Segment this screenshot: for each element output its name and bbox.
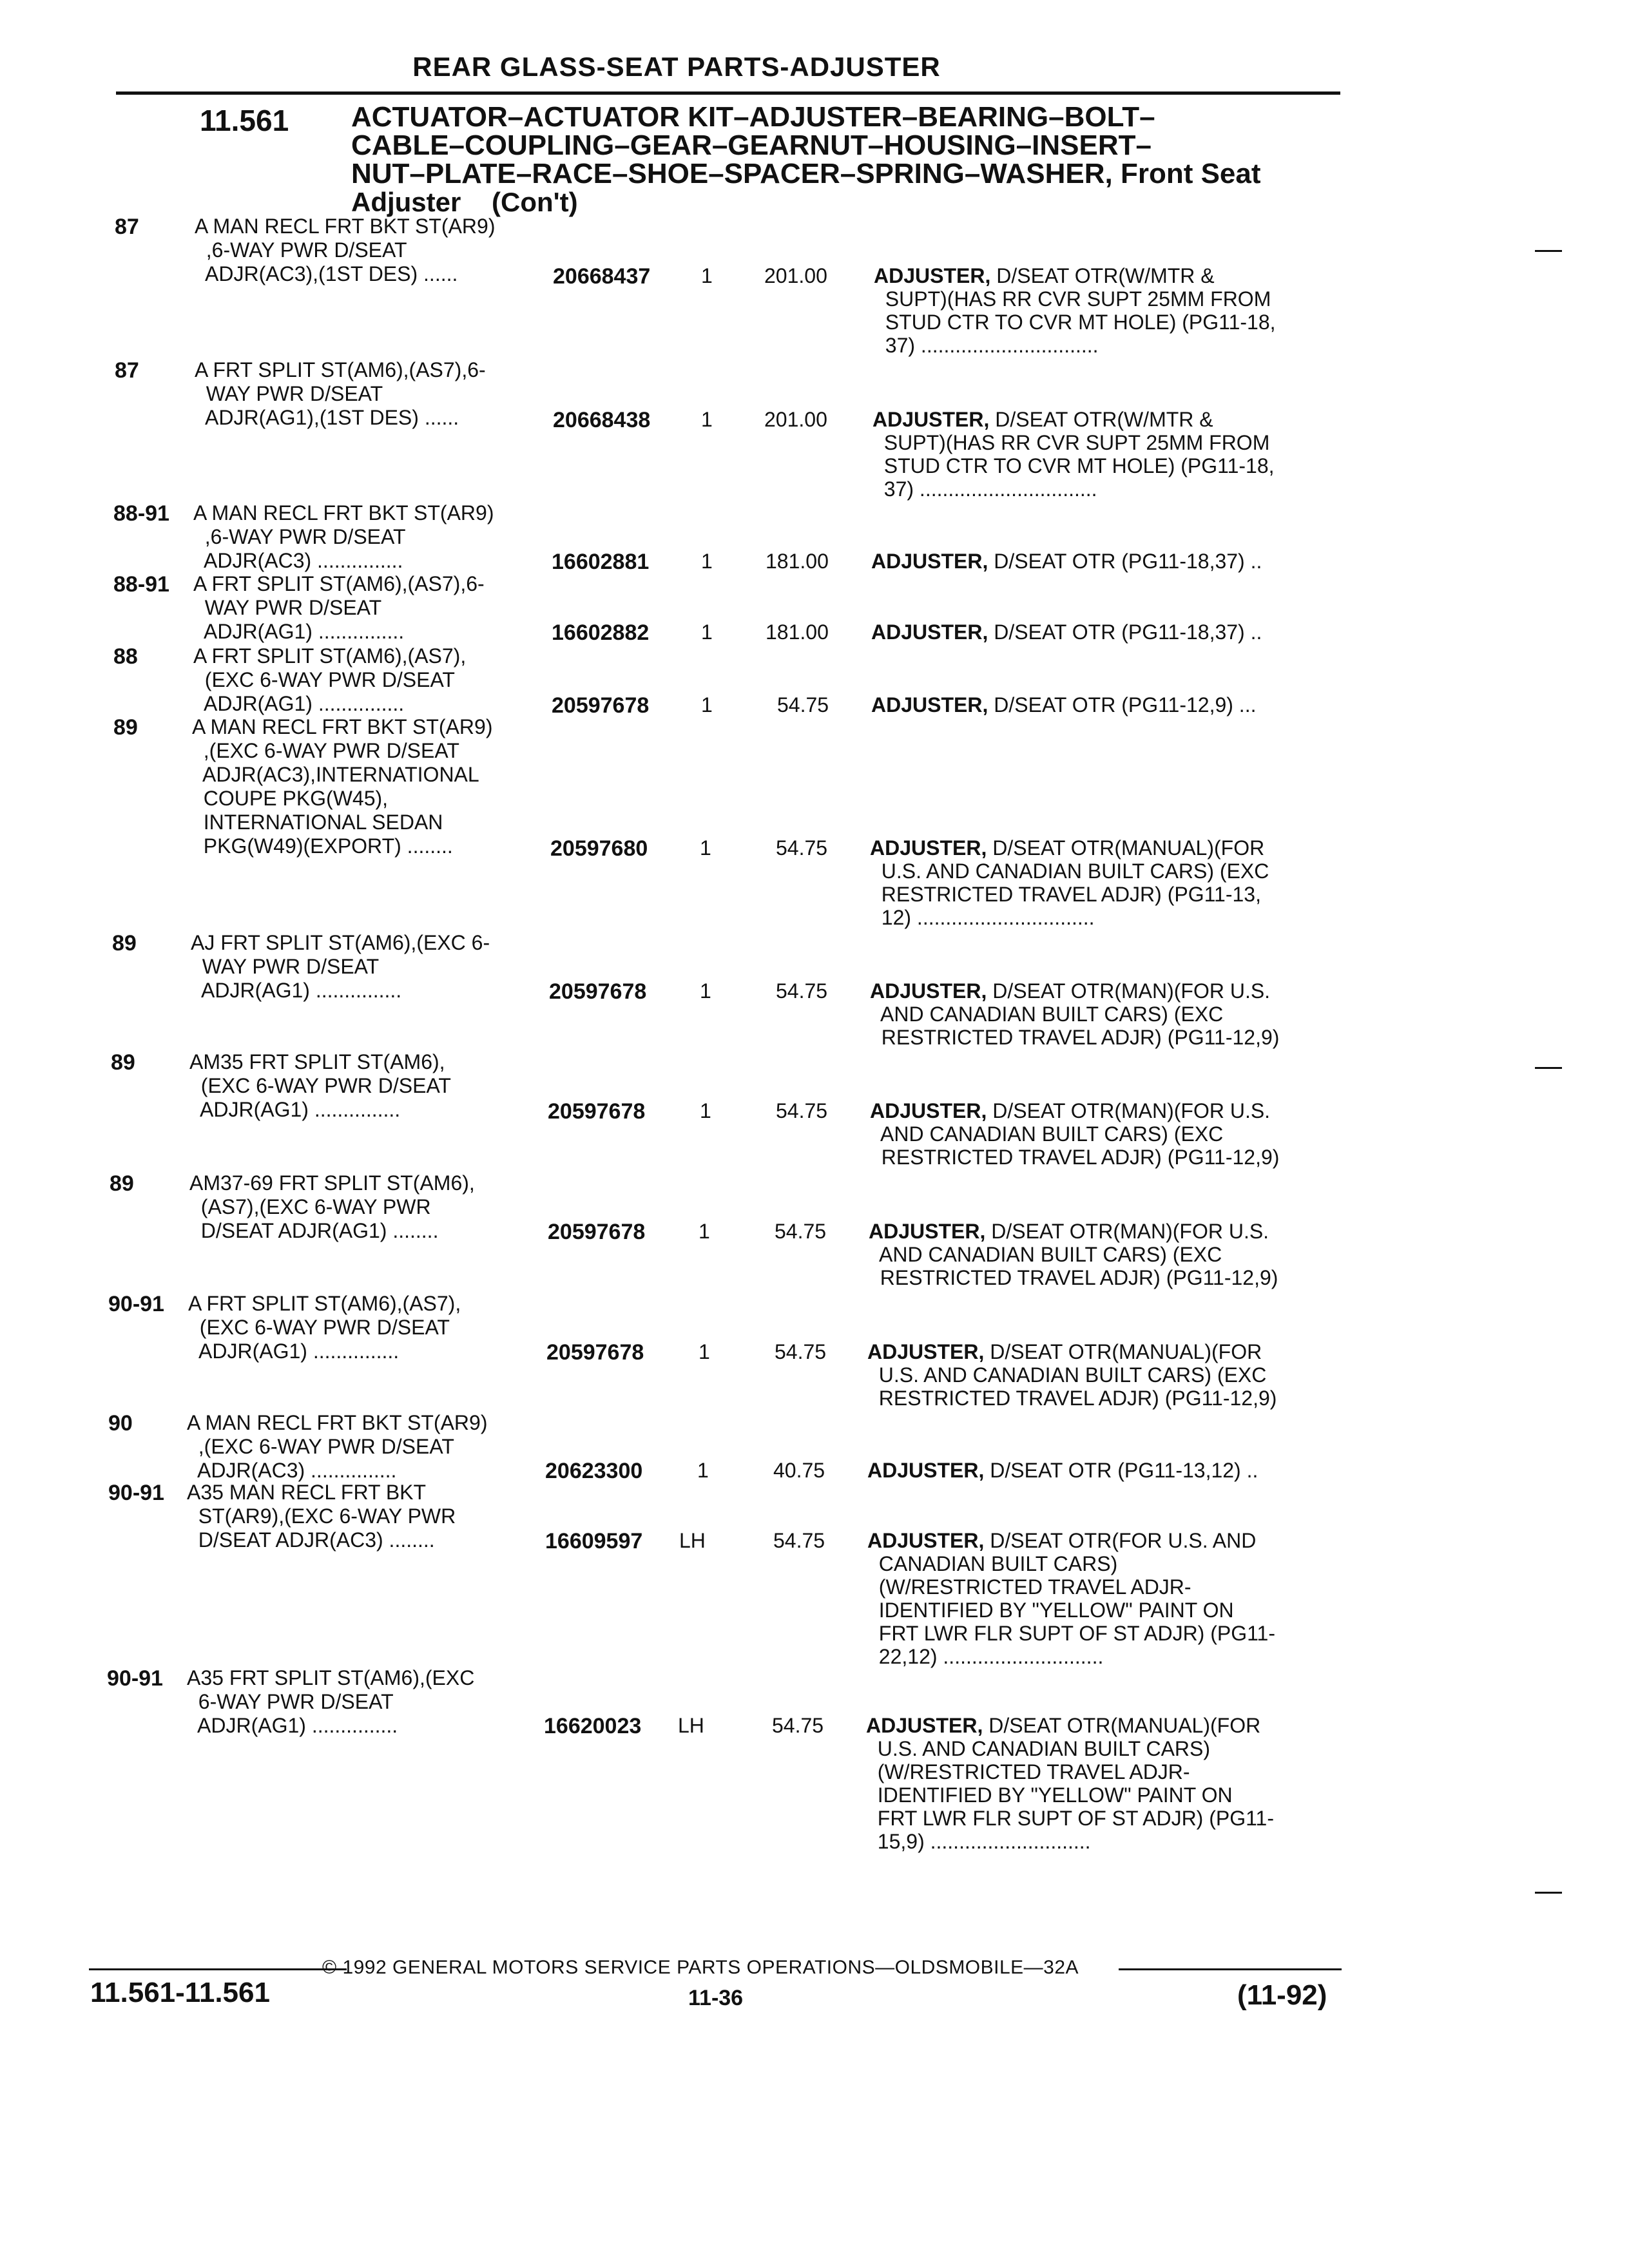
entry-price: 54.75 — [777, 693, 829, 716]
entry-part-description — [870, 979, 1279, 1049]
footer-date: (11-92) — [1237, 1979, 1327, 2011]
part-name: ADJUSTER, — [874, 264, 991, 287]
entry-quantity: 1 — [701, 693, 713, 716]
entry-code: 87 — [115, 215, 139, 239]
entry-price: 54.75 — [772, 1714, 824, 1737]
entry-quantity: 1 — [700, 979, 711, 1003]
entry-description: A MAN RECL FRT BKT ST(AR9) ,6-WAY PWR D/SEAT ADJR(AC3),(1ST DES) ...... — [195, 215, 496, 285]
section-title-line — [351, 188, 1318, 216]
entry-description: A MAN RECL FRT BKT ST(AR9) ,6-WAY PWR D/SEAT ADJR(AC3) ............... — [193, 501, 494, 572]
footer-page-number: 11-36 — [688, 1986, 744, 2010]
entry-quantity: LH — [679, 1529, 706, 1552]
entry-quantity: 1 — [701, 264, 713, 287]
entry-part-description — [870, 836, 1269, 929]
part-detail: D/SEAT OTR(FOR U.S. AND CANADIAN BUILT CARS) (W/RESTRICTED TRAVEL ADJR- IDENTIFIED BY "YELLOW" PAINT ON FRT LWR FLR SUPT OF ST ADJR) (PG11- 22,12) ............................ — [878, 1529, 1275, 1668]
entry-quantity: 1 — [699, 1340, 710, 1363]
entry-code: 90-91 — [107, 1666, 163, 1691]
entry-part-number: 16602881 — [552, 550, 650, 574]
entry-part-description — [871, 693, 1256, 716]
part-name: ADJUSTER, — [872, 408, 990, 431]
entry-code: 89 — [112, 931, 137, 956]
part-name: ADJUSTER, — [870, 1099, 987, 1122]
entry-code: 89 — [113, 715, 138, 740]
entry-code: 90-91 — [108, 1481, 164, 1505]
section-title-line: ACTUATOR–ACTUATOR KIT–ADJUSTER–BEARING–BOLT– — [351, 101, 1155, 133]
entry-code: 88-91 — [113, 572, 169, 597]
part-name: ADJUSTER, — [867, 1529, 985, 1552]
part-name: ADJUSTER, — [867, 1340, 985, 1363]
entry-quantity: LH — [678, 1714, 704, 1737]
part-detail: D/SEAT OTR(MANUAL)(FOR U.S. AND CANADIAN BUILT CARS) (EXC RESTRICTED TRAVEL ADJR) (PG11-13, 12) ............................... — [881, 836, 1269, 929]
part-detail: D/SEAT OTR(MAN)(FOR U.S. AND CANADIAN BUILT CARS) (EXC RESTRICTED TRAVEL ADJR) (PG11-12,9) — [879, 1220, 1278, 1289]
footer-rule-right — [1119, 1968, 1342, 1970]
entry-part-number: 20597678 — [549, 979, 647, 1004]
entry-code: 89 — [110, 1171, 134, 1196]
part-name: ADJUSTER, — [866, 1714, 983, 1737]
entry-description: A MAN RECL FRT BKT ST(AR9) ,(EXC 6-WAY PWR D/SEAT ADJR(AC3),INTERNATIONAL COUPE PKG(W45), INTERNATIONAL SEDAN PKG(W49)(EXPORT) ........ — [192, 715, 493, 858]
margin-mark — [1535, 1892, 1562, 1894]
entry-part-number: 20623300 — [545, 1459, 643, 1483]
entry-quantity: 1 — [701, 550, 713, 573]
entry-part-description — [871, 620, 1262, 644]
entry-code: 90-91 — [108, 1292, 164, 1316]
entry-part-number: 16602882 — [552, 620, 650, 645]
footer-rule-left — [89, 1968, 347, 1970]
entry-price: 201.00 — [764, 264, 827, 287]
part-detail: D/SEAT OTR(MAN)(FOR U.S. AND CANADIAN BUILT CARS) (EXC RESTRICTED TRAVEL ADJR) (PG11-12,9) — [880, 979, 1280, 1049]
entry-part-description — [866, 1714, 1274, 1853]
part-name: ADJUSTER, — [871, 693, 988, 716]
entry-code: 88-91 — [113, 501, 169, 526]
entry-description: A FRT SPLIT ST(AM6),(AS7),6- WAY PWR D/SEAT ADJR(AG1) ............... — [193, 572, 485, 643]
entry-description: AM35 FRT SPLIT ST(AM6), (EXC 6-WAY PWR D/SEAT ADJR(AG1) ............... — [189, 1050, 451, 1121]
part-name: ADJUSTER, — [867, 1459, 985, 1482]
part-detail: D/SEAT OTR(W/MTR & SUPT)(HAS RR CVR SUPT 25MM FROM STUD CTR TO CVR MT HOLE) (PG11-18, 37) ............................... — [885, 264, 1276, 357]
entry-price: 181.00 — [766, 620, 829, 644]
part-detail: D/SEAT OTR (PG11-13,12) .. — [984, 1459, 1258, 1482]
part-detail: D/SEAT OTR (PG11-12,9) ... — [988, 693, 1257, 716]
entry-price: 54.75 — [776, 1099, 828, 1122]
entry-price: 201.00 — [764, 408, 827, 431]
entry-part-description — [871, 550, 1262, 573]
entry-part-number: 20597678 — [548, 1220, 646, 1244]
entry-quantity: 1 — [700, 836, 711, 860]
entry-code: 89 — [111, 1050, 135, 1075]
entry-price: 40.75 — [773, 1459, 825, 1482]
entry-part-description — [874, 264, 1276, 357]
entry-price: 181.00 — [766, 550, 829, 573]
part-detail: D/SEAT OTR (PG11-18,37) .. — [988, 550, 1262, 573]
part-detail: D/SEAT OTR(MAN)(FOR U.S. AND CANADIAN BUILT CARS) (EXC RESTRICTED TRAVEL ADJR) (PG11-12,9) — [880, 1099, 1280, 1169]
entry-part-number: 20597678 — [548, 1099, 646, 1124]
entry-price: 54.75 — [776, 836, 828, 860]
entry-part-description — [867, 1340, 1277, 1410]
entry-part-number: 16609597 — [545, 1529, 643, 1553]
section-title-line: NUT–PLATE–RACE–SHOE–SPACER–SPRING–WASHER, Front Seat — [351, 158, 1261, 189]
entry-price: 54.75 — [776, 979, 828, 1003]
footer-section-range: 11.561-11.561 — [90, 1977, 270, 2008]
entry-price: 54.75 — [773, 1529, 825, 1552]
section-title — [351, 103, 1318, 216]
entry-quantity: 1 — [697, 1459, 709, 1482]
part-name: ADJUSTER, — [871, 550, 988, 573]
entry-description: A35 FRT SPLIT ST(AM6),(EXC 6-WAY PWR D/SEAT ADJR(AG1) ............... — [187, 1666, 475, 1737]
section-number: 11.561 — [200, 104, 289, 137]
part-detail: D/SEAT OTR(MANUAL)(FOR U.S. AND CANADIAN BUILT CARS) (W/RESTRICTED TRAVEL ADJR- IDENTIFIED BY "YELLOW" PAINT ON FRT LWR FLR SUPT OF ST ADJR) (PG11- 15,9) ............................ — [877, 1714, 1274, 1853]
header-rule — [116, 91, 1340, 95]
entry-part-description — [867, 1459, 1258, 1482]
entry-code: 87 — [115, 358, 139, 383]
entry-code: 90 — [108, 1411, 133, 1436]
entry-description: A FRT SPLIT ST(AM6),(AS7), (EXC 6-WAY PWR D/SEAT ADJR(AG1) ............... — [193, 644, 467, 715]
entry-description: A FRT SPLIT ST(AM6),(AS7),6- WAY PWR D/SEAT ADJR(AG1),(1ST DES) ...... — [195, 358, 486, 429]
entry-part-description — [867, 1529, 1275, 1668]
entry-quantity: 1 — [700, 1099, 711, 1122]
part-detail: D/SEAT OTR(W/MTR & SUPT)(HAS RR CVR SUPT 25MM FROM STUD CTR TO CVR MT HOLE) (PG11-18, 37) ............................... — [883, 408, 1275, 501]
entry-part-number: 20597678 — [552, 693, 650, 718]
margin-mark — [1535, 1067, 1562, 1069]
entry-part-description — [872, 408, 1275, 501]
entry-description: A FRT SPLIT ST(AM6),(AS7), (EXC 6-WAY PWR D/SEAT ADJR(AG1) ............... — [188, 1292, 461, 1363]
entry-description: AJ FRT SPLIT ST(AM6),(EXC 6- WAY PWR D/SEAT ADJR(AG1) ............... — [191, 931, 490, 1002]
entry-part-number: 20668437 — [553, 264, 651, 289]
entry-description: AM37-69 FRT SPLIT ST(AM6), (AS7),(EXC 6-WAY PWR D/SEAT ADJR(AG1) ........ — [189, 1171, 475, 1242]
entry-quantity: 1 — [701, 408, 713, 431]
entry-part-number: 20597678 — [546, 1340, 644, 1365]
entry-description: A35 MAN RECL FRT BKT ST(AR9),(EXC 6-WAY PWR D/SEAT ADJR(AC3) ........ — [187, 1481, 456, 1552]
entry-quantity: 1 — [701, 620, 713, 644]
part-name: ADJUSTER, — [870, 836, 987, 860]
part-detail: D/SEAT OTR (PG11-18,37) .. — [988, 620, 1262, 644]
margin-mark — [1535, 250, 1562, 252]
entry-code: 88 — [113, 644, 138, 669]
entry-part-number: 20597680 — [550, 836, 648, 861]
entry-part-number: 20668438 — [553, 408, 651, 432]
page-header-title: REAR GLASS-SEAT PARTS-ADJUSTER — [412, 52, 941, 82]
entry-quantity: 1 — [699, 1220, 710, 1243]
part-detail: D/SEAT OTR(MANUAL)(FOR U.S. AND CANADIAN BUILT CARS) (EXC RESTRICTED TRAVEL ADJR) (PG11-12,9) — [878, 1340, 1277, 1410]
section-title-cont: (Con't) — [492, 187, 578, 217]
part-name: ADJUSTER, — [870, 979, 987, 1003]
footer-copyright: © 1992 GENERAL MOTORS SERVICE PARTS OPERATIONS—OLDSMOBILE—32A — [322, 1957, 1079, 1978]
section-title-line: CABLE–COUPLING–GEAR–GEARNUT–HOUSING–INSERT– — [351, 130, 1152, 161]
entry-part-description — [870, 1099, 1279, 1169]
entry-description: A MAN RECL FRT BKT ST(AR9) ,(EXC 6-WAY PWR D/SEAT ADJR(AC3) ............... — [187, 1411, 488, 1482]
entry-price: 54.75 — [775, 1220, 827, 1243]
part-name: ADJUSTER, — [871, 620, 988, 644]
part-name: ADJUSTER, — [869, 1220, 986, 1243]
entry-price: 54.75 — [775, 1340, 827, 1363]
section-title-adjuster: Adjuster — [351, 187, 461, 217]
entry-part-description — [869, 1220, 1278, 1289]
entry-part-number: 16620023 — [544, 1714, 642, 1738]
